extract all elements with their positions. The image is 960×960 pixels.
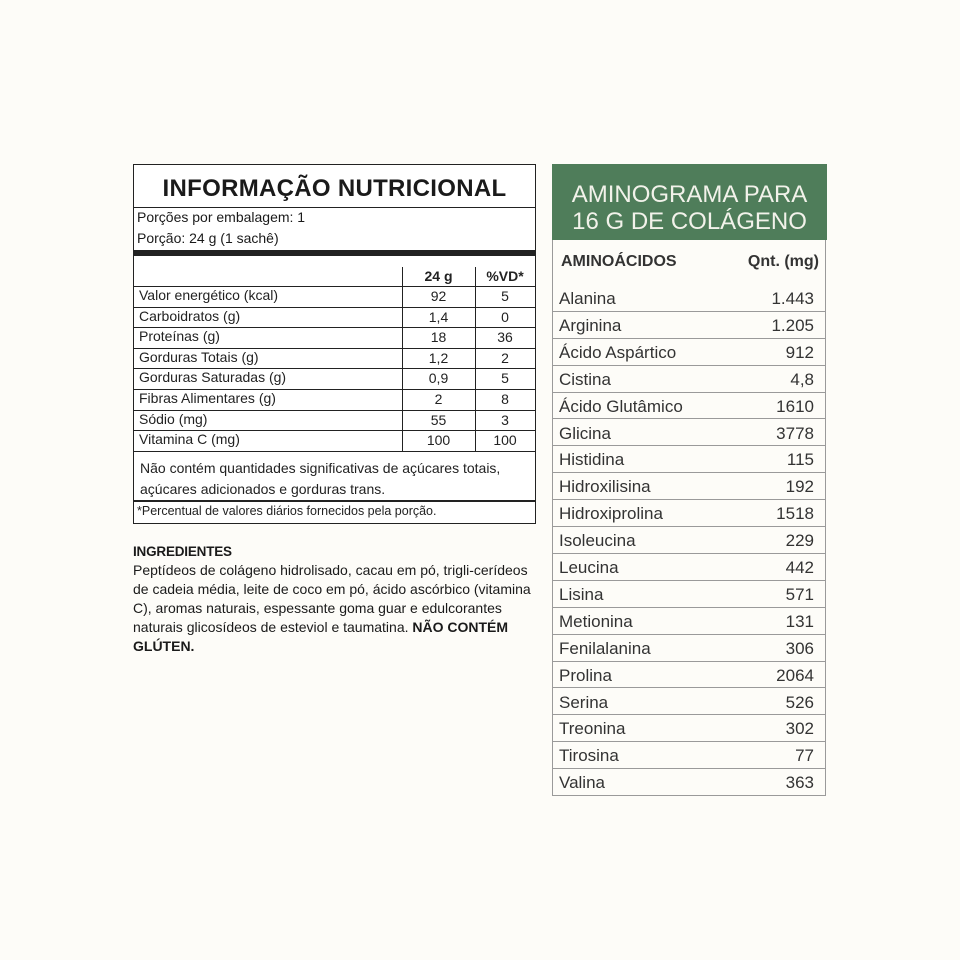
nutrient-amount: 18 xyxy=(430,329,447,346)
nutrition-note: Não contém quantidades significativas de açúcares totais, açúcares adicionados e gorduras trans. xyxy=(140,460,501,497)
column-header-amino: AMINOÁCIDOS xyxy=(561,253,677,270)
amino-row xyxy=(553,715,825,742)
nutrient-amount: 2 xyxy=(434,391,443,407)
amino-row xyxy=(553,769,825,795)
column-header-amount: 24 g xyxy=(424,268,453,284)
nutrient-label: Gorduras Saturadas (g) xyxy=(139,369,287,386)
amino-name: Isoleucina xyxy=(559,531,636,551)
nutrient-amount: 0,9 xyxy=(428,370,449,387)
amino-row xyxy=(553,581,825,608)
nutrition-title: INFORMAÇÃO NUTRICIONAL xyxy=(162,175,507,202)
amino-qty: 229 xyxy=(785,531,814,551)
amino-row xyxy=(553,635,825,662)
nutrient-label: Sódio (mg) xyxy=(139,410,208,427)
nutrient-vd: 5 xyxy=(501,370,509,387)
nutrient-label: Fibras Alimentares (g) xyxy=(139,390,276,406)
nutrition-table xyxy=(133,164,536,524)
amino-row xyxy=(553,662,825,689)
amino-qty: 3778 xyxy=(776,423,814,443)
amino-name: Hidroxiprolina xyxy=(559,504,663,524)
amino-name: Treonina xyxy=(559,719,626,739)
amino-name: Histidina xyxy=(559,450,625,470)
amino-qty: 192 xyxy=(785,477,814,497)
nutrition-row xyxy=(134,286,535,306)
amino-name: Alanina xyxy=(559,289,616,308)
amino-qty: 363 xyxy=(785,773,814,793)
ingredients-section xyxy=(133,542,543,656)
amino-row xyxy=(553,527,825,554)
amino-name: Valina xyxy=(559,773,605,793)
amino-qty: 1.443 xyxy=(771,289,814,308)
amino-name: Glicina xyxy=(559,423,611,443)
aminogram-title-line2: 16 G DE COLÁGENO xyxy=(572,208,807,235)
amino-row xyxy=(553,285,825,312)
divider xyxy=(134,207,535,208)
gluten-notice: NÃO CONTÉM GLÚTEN. xyxy=(133,619,509,654)
column-header-qty: Qnt. (mg) xyxy=(747,253,819,270)
nutrient-amount: 1,2 xyxy=(428,349,449,366)
aminogram-table xyxy=(552,164,826,796)
nutrient-vd: 2 xyxy=(501,349,509,366)
amino-name: Arginina xyxy=(559,315,622,335)
nutrient-vd: 0 xyxy=(501,308,509,325)
amino-name: Serina xyxy=(559,692,609,712)
amino-name: Ácido Aspártico xyxy=(559,342,677,362)
amino-name: Metionina xyxy=(559,611,633,631)
amino-qty: 306 xyxy=(785,638,814,658)
nutrition-footnote: *Percentual de valores diários fornecidos pela porção. xyxy=(137,504,437,518)
amino-qty: 4,8 xyxy=(790,369,814,389)
nutrient-label: Carboidratos (g) xyxy=(139,307,241,324)
amino-qty: 1610 xyxy=(776,396,814,416)
amino-name: Lisina xyxy=(559,584,604,604)
amino-qty: 1.205 xyxy=(771,315,814,335)
amino-row xyxy=(553,608,825,635)
amino-row xyxy=(553,446,825,473)
ingredients-heading: INGREDIENTES xyxy=(133,544,232,559)
amino-row xyxy=(553,689,825,716)
nutrition-row xyxy=(134,327,535,347)
nutrition-row xyxy=(134,410,535,430)
amino-qty: 131 xyxy=(785,611,814,631)
nutrient-amount: 92 xyxy=(430,288,447,304)
amino-name: Hidroxilisina xyxy=(559,477,651,497)
nutrient-vd: 5 xyxy=(501,288,509,304)
amino-qty: 526 xyxy=(785,692,814,712)
nutrition-row xyxy=(134,368,535,388)
amino-qty: 2064 xyxy=(776,665,814,685)
amino-row xyxy=(553,393,825,420)
divider xyxy=(134,500,535,502)
nutrient-amount: 100 xyxy=(426,432,451,449)
nutrient-label: Valor energético (kcal) xyxy=(139,287,279,303)
amino-row xyxy=(553,473,825,500)
amino-name: Tirosina xyxy=(559,746,619,766)
nutrient-label: Vitamina C (mg) xyxy=(139,431,240,448)
amino-row xyxy=(553,554,825,581)
column-header-vd: %VD* xyxy=(486,268,524,284)
amino-qty: 1518 xyxy=(776,504,814,524)
amino-qty: 912 xyxy=(785,342,814,362)
nutrient-label: Proteínas (g) xyxy=(139,328,220,345)
amino-name: Ácido Glutâmico xyxy=(559,396,683,416)
nutrition-row xyxy=(134,430,535,450)
servings-per-package: Porções por embalagem: 1 xyxy=(137,209,306,225)
nutrient-vd: 3 xyxy=(501,411,509,428)
amino-qty: 77 xyxy=(795,746,814,766)
amino-row xyxy=(553,312,825,339)
amino-row xyxy=(553,500,825,527)
amino-row xyxy=(553,366,825,393)
amino-row xyxy=(553,420,825,447)
nutrient-vd: 36 xyxy=(497,329,513,346)
divider xyxy=(134,451,535,452)
amino-name: Fenilalanina xyxy=(559,638,651,658)
amino-name: Leucina xyxy=(559,558,619,577)
nutrient-amount: 1,4 xyxy=(428,308,449,325)
amino-qty: 302 xyxy=(785,719,814,739)
nutrient-label: Gorduras Totais (g) xyxy=(139,348,259,365)
nutrition-row xyxy=(134,307,535,327)
nutrient-vd: 8 xyxy=(501,391,509,407)
nutrient-amount: 55 xyxy=(430,411,447,428)
nutrition-row xyxy=(134,389,535,409)
aminogram-header xyxy=(552,164,827,240)
amino-name: Prolina xyxy=(559,665,612,685)
amino-row xyxy=(553,742,825,769)
ingredients-list: Peptídeos de colágeno hidrolisado, cacau em pó, trigli-cerídeos de cadeia média, leite de coco em pó, ácido ascórbico (vitamina C), aromas naturais, espessante goma guar e edulcorantes naturais glicosídeos de esteviol e taumatina. xyxy=(133,562,531,635)
portion-size: Porção: 24 g (1 sachê) xyxy=(137,230,279,246)
amino-row xyxy=(553,339,825,366)
ingredients-text xyxy=(133,561,543,656)
nutrient-vd: 100 xyxy=(493,432,517,449)
amino-name: Cistina xyxy=(559,369,611,389)
amino-qty: 442 xyxy=(785,558,814,577)
amino-qty: 115 xyxy=(786,450,814,470)
amino-qty: 571 xyxy=(785,584,814,604)
aminogram-title-line1: AMINOGRAMA PARA xyxy=(571,181,808,208)
thick-divider xyxy=(134,250,535,256)
nutrition-row xyxy=(134,348,535,368)
